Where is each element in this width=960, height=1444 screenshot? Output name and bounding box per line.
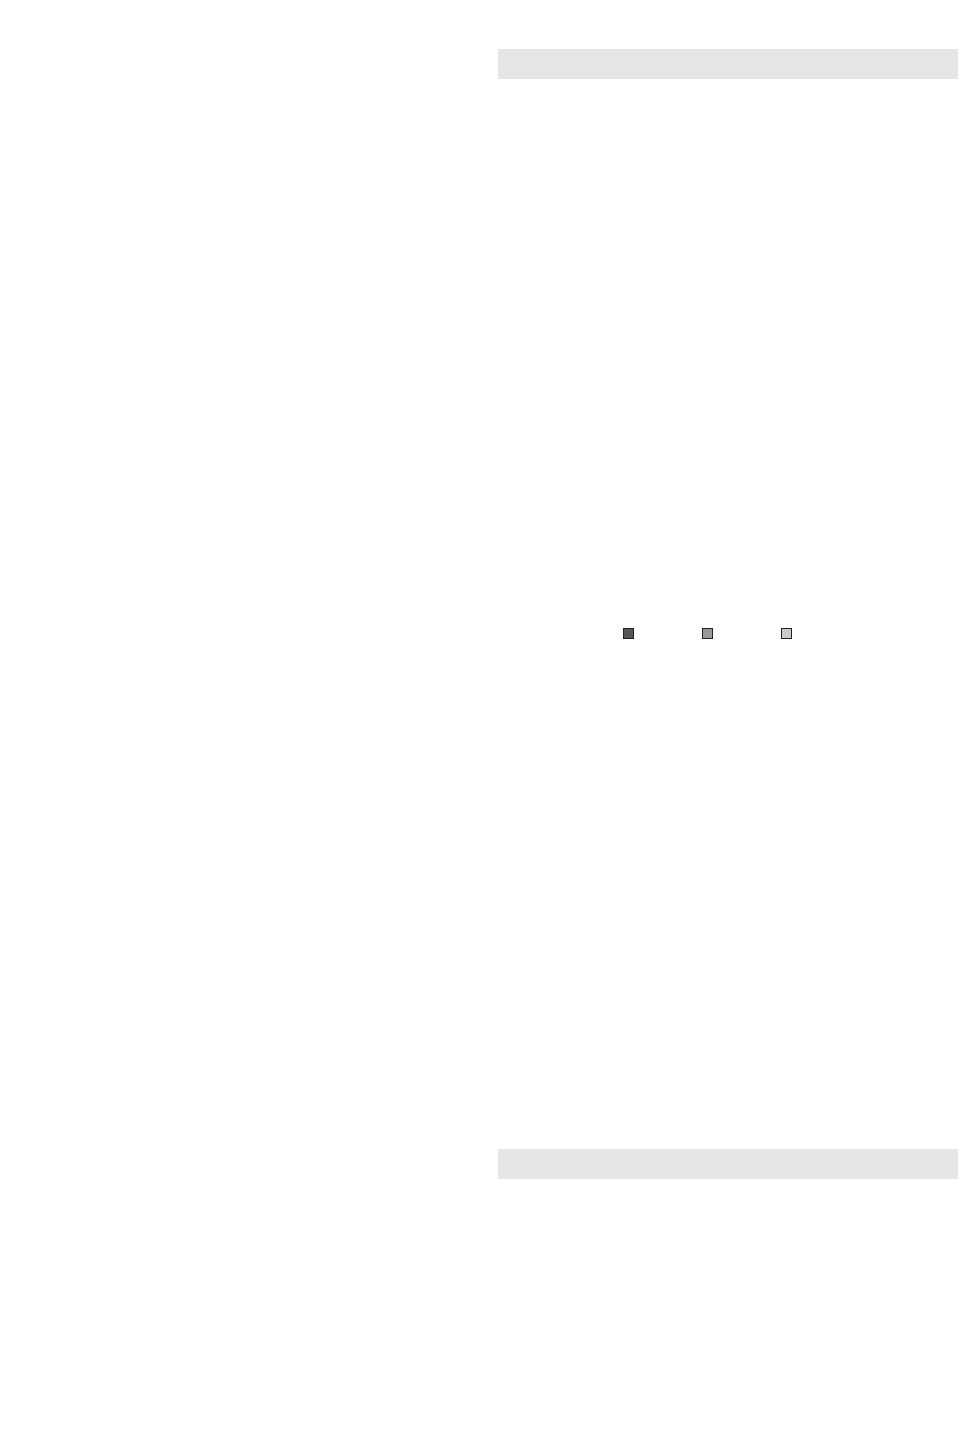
section-heading-412 (498, 49, 958, 79)
legend-flicka (623, 627, 638, 641)
legend-pojke (702, 627, 717, 641)
legend-swatch-flicka (623, 628, 634, 639)
legend-swatch-pojke (702, 628, 713, 639)
section-heading-413 (498, 1149, 958, 1179)
legend-swatch-totalt (781, 628, 792, 639)
legend-totalt (781, 627, 796, 641)
